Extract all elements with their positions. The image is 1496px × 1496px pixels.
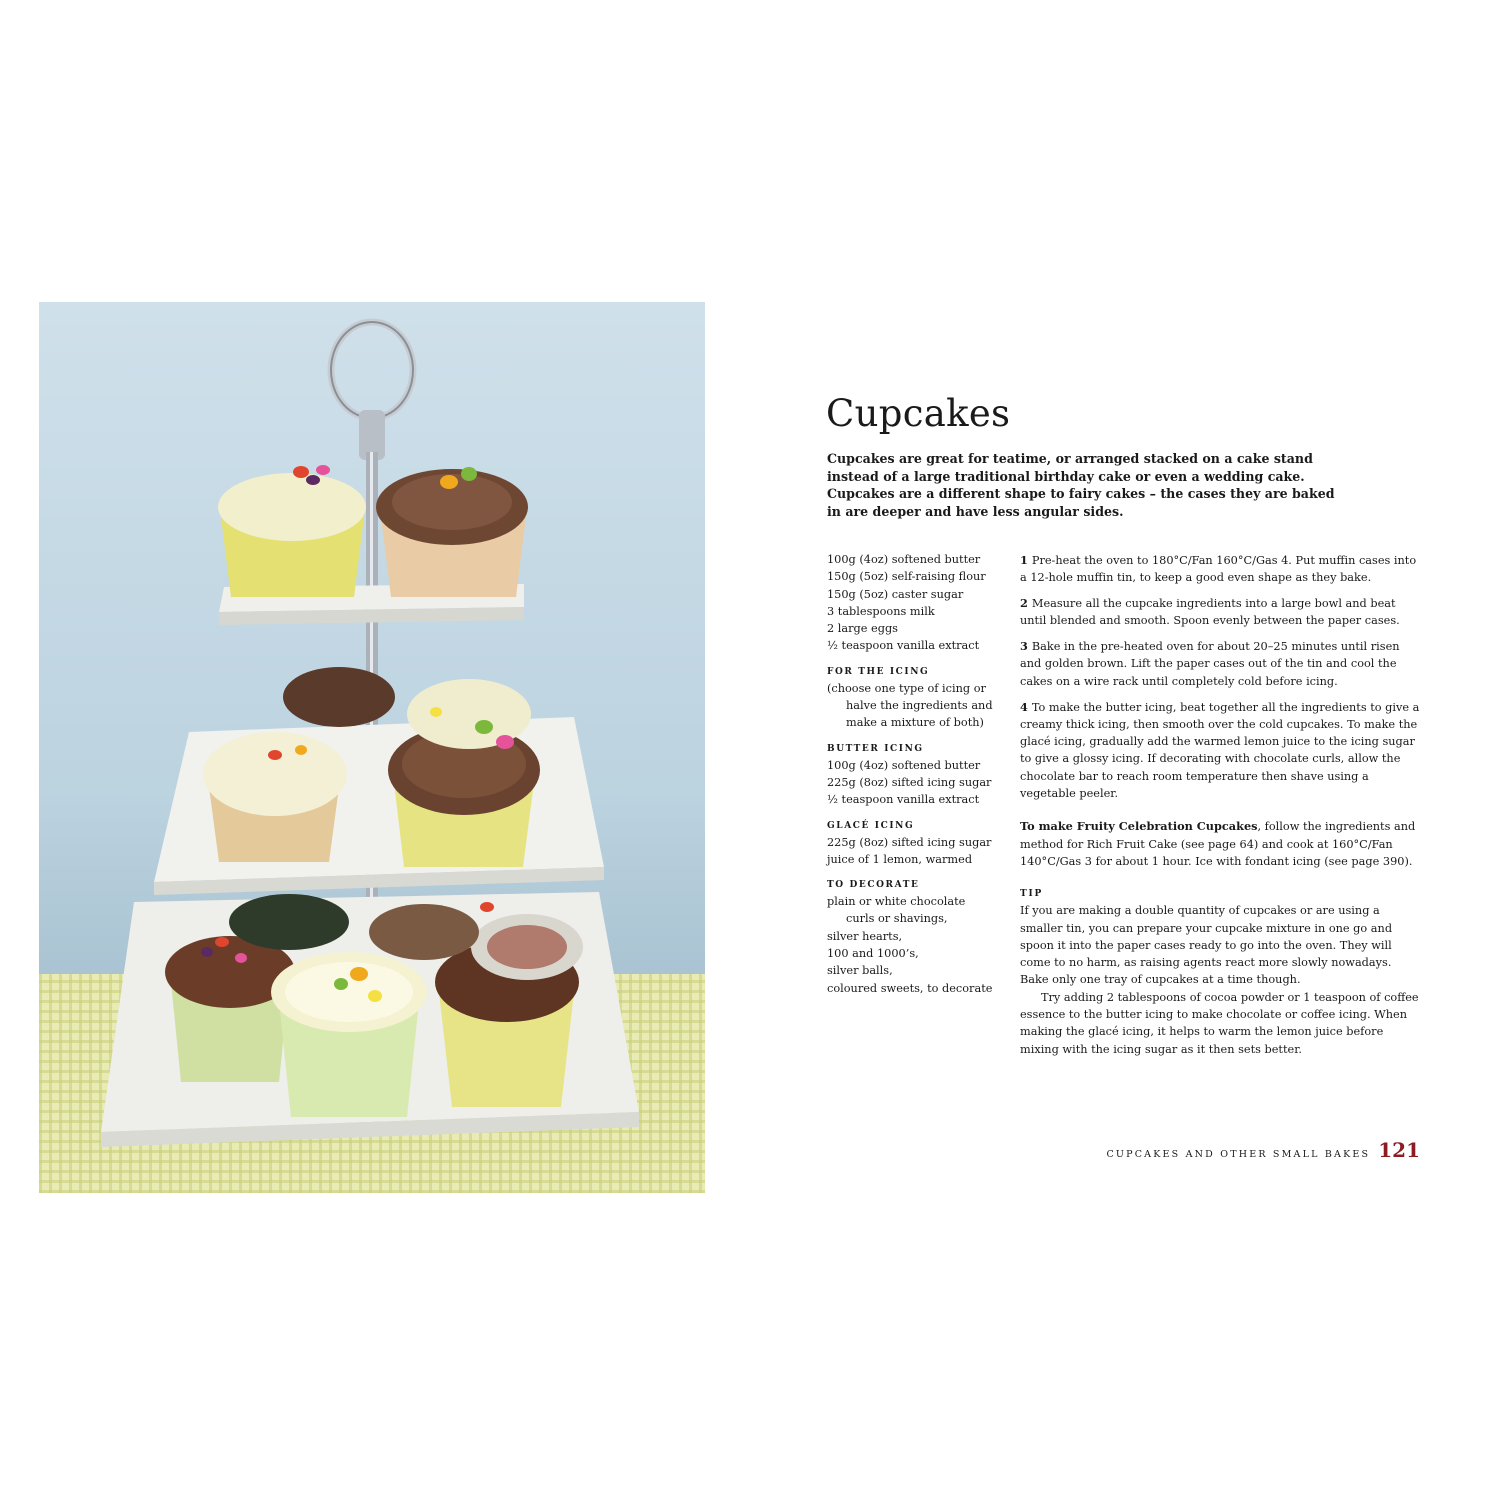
- method-column: [1020, 552, 1420, 1058]
- page-number: 121: [1378, 1138, 1420, 1162]
- ingredient: 225g (8oz) sifted icing sugar: [827, 835, 992, 849]
- method-step: 1 Pre-heat the oven to 180°C/Fan 160°C/Gas 4. Put muffin cases into a 12-hole muffin tin, to keep a good even shape as they bake.: [1020, 553, 1417, 585]
- ingredient: curls or shavings,: [846, 912, 948, 926]
- method-step: 4 To make the butter icing, beat together all the ingredients to give a creamy thick icing, then smooth over the cold cupcakes. To make the glacé icing, gradually add the warmed lemon juice to the icing sugar to give a glossy icing. If decorating with chocolate curls, allow the chocolate bar to reach room temperature then shave using a vegetable peeler.: [1020, 699, 1420, 801]
- ingredient: 100g (4oz) softened butter: [827, 553, 981, 566]
- ingredient: ½ teaspoon vanilla extract: [827, 793, 980, 807]
- ingredient: 150g (5oz) self-raising flour: [827, 570, 986, 584]
- icing-note: make a mixture of both): [846, 716, 984, 730]
- recipe-title: Cupcakes: [826, 392, 1011, 435]
- ingredient: juice of 1 lemon, warmed: [827, 852, 973, 866]
- icing-note: halve the ingredients and: [846, 699, 993, 713]
- ingredient: 150g (5oz) caster sugar: [827, 587, 964, 601]
- icing-note: (choose one type of icing or: [827, 681, 986, 695]
- ingredient: coloured sweets, to decorate: [827, 981, 993, 995]
- ingredient: silver balls,: [827, 964, 893, 978]
- cake-stand-illustration: [39, 302, 705, 1193]
- ingredients-column: [827, 551, 1007, 997]
- ingredient: 225g (8oz) sifted icing sugar: [827, 775, 992, 789]
- ingredient: ½ teaspoon vanilla extract: [827, 639, 980, 653]
- ingredient: 100g (4oz) softened butter: [827, 758, 981, 772]
- decorate-heading: TO DECORATE: [827, 880, 920, 891]
- icing-heading: FOR THE ICING: [827, 666, 930, 677]
- recipe-intro: Cupcakes are great for teatime, or arranged stacked on a cake stand instead of a large traditional birthday cake or even a wedding cake. Cupcakes are a different shape to fairy cakes – the cases they are baked in are deeper and have less angular sides.: [827, 451, 1335, 519]
- fruity-variation: To make Fruity Celebration Cupcakes, follow the ingredients and method for Rich Fruit Cake (see page 64) and cook at 160°C/Fan 140°C/Gas 3 for about 1 hour. Ice with fondant icing (see page 390).: [1020, 819, 1416, 868]
- tip-paragraph: Try adding 2 tablespoons of cocoa powder or 1 teaspoon of coffee essence to the butter icing to make chocolate or coffee icing. When making the glacé icing, it helps to warm the lemon juice before mixing with the icing sugar as it then sets better.: [1020, 990, 1419, 1056]
- method-step: 2 Measure all the cupcake ingredients into a large bowl and beat until blended and smooth. Spoon evenly between the paper cases.: [1020, 596, 1400, 628]
- ingredient: plain or white chocolate: [827, 895, 966, 909]
- page-footer: [1106, 1138, 1420, 1162]
- tip-section: [1020, 886, 1420, 1058]
- glace-icing-heading: GLACÉ ICING: [827, 820, 915, 831]
- ingredient: 100 and 1000’s,: [827, 947, 919, 961]
- butter-icing-heading: BUTTER ICING: [827, 743, 924, 754]
- method-step: 3 Bake in the pre-heated oven for about 20–25 minutes until risen and golden brown. Lift the paper cases out of the tin and cool the cakes on a wire rack until completely cold before icing.: [1020, 639, 1400, 688]
- cupcake-stand-photo: [39, 302, 705, 1193]
- ingredient: 2 large eggs: [827, 622, 898, 636]
- section-title: CUPCAKES AND OTHER SMALL BAKES: [1106, 1149, 1371, 1160]
- tip-paragraph: If you are making a double quantity of cupcakes or are using a smaller tin, you can prepare your cupcake mixture in one go and spoon it into the paper cases ready to go into the oven. They will come to no harm, as raising agents react more slowly nowadays. Bake only one tray of cupcakes at a time though.: [1020, 904, 1393, 987]
- ingredient: silver hearts,: [827, 929, 903, 943]
- ingredient: 3 tablespoons milk: [827, 604, 935, 618]
- tip-heading: TIP: [1020, 889, 1044, 900]
